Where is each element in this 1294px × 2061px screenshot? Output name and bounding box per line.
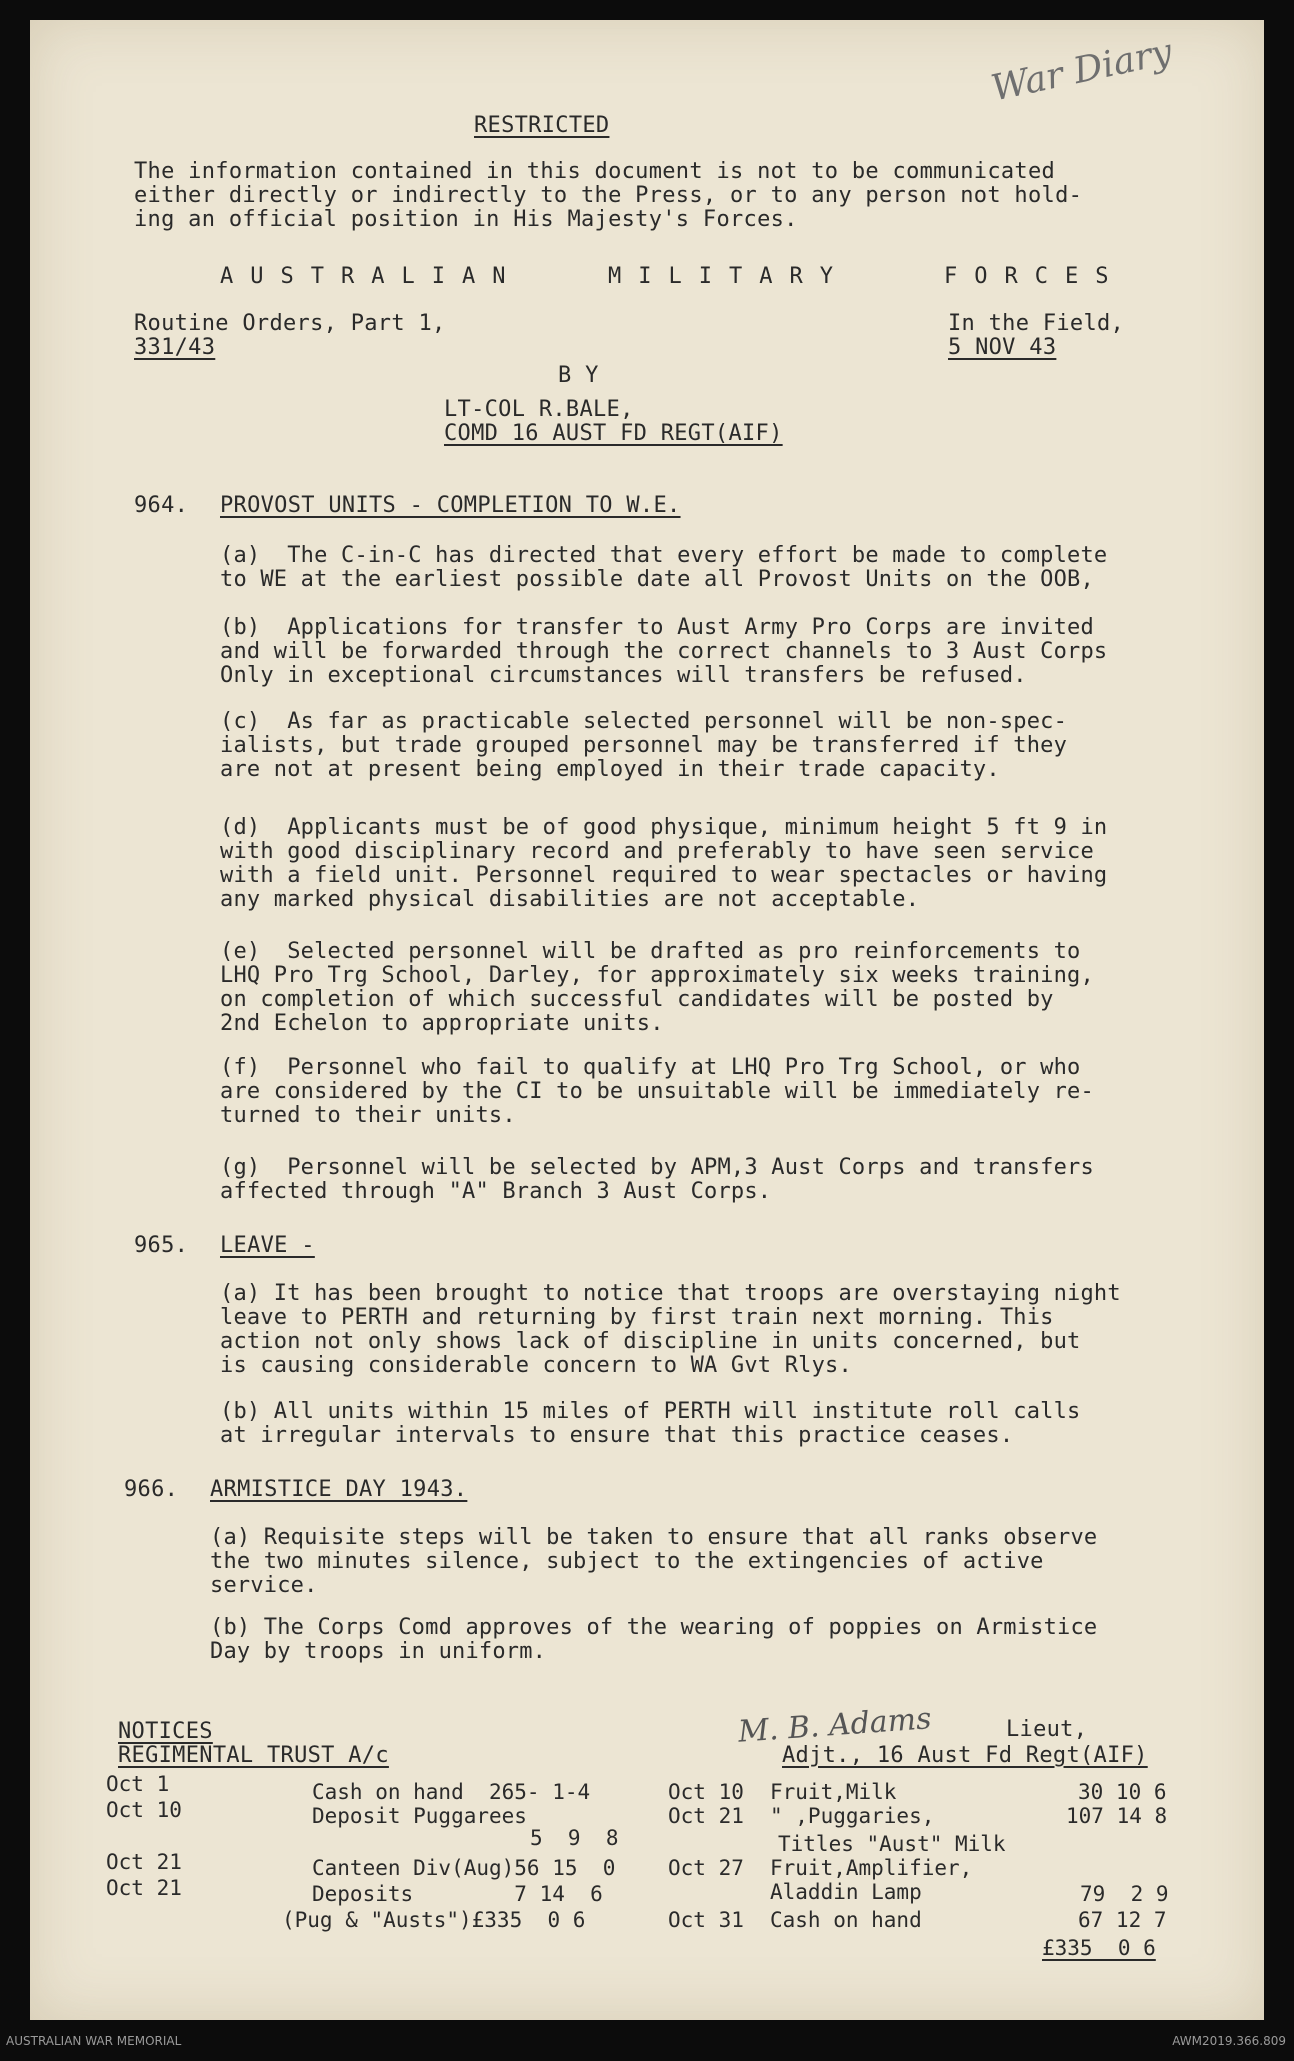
section-number: 964.	[134, 493, 189, 518]
signature-rank: Lieut,	[1006, 1717, 1088, 1742]
paragraph: (e) Selected personnel will be drafted as pro reinforcements to LHQ Pro Trg School, Darley, for approximately six weeks training, on completion of which successful candidates will be posted by 2nd Echelon to appropriate units.	[220, 939, 1094, 1036]
ledger-amount: 5 9 8	[530, 1826, 619, 1850]
notice-line: either directly or indirectly to the Press, or to any person not hold-	[134, 183, 1083, 208]
paragraph: (g) Personnel will be selected by APM,3 Aust Corps and transfers affected through "A" Branch 3 Aust Corps.	[220, 1155, 1094, 1204]
paragraph: (b) Applications for transfer to Aust Army Pro Corps are invited and will be forwarded through the correct channels to 3 Aust Corps Only in exceptional circumstances will transfers be refused.	[220, 615, 1108, 688]
by-label: B Y	[558, 363, 599, 388]
section-title: ARMISTICE DAY 1943.	[210, 1477, 468, 1502]
paragraph: (a) The C-in-C has directed that every effort be made to complete to WE at the earliest possible date all Provost Units on the OOB,	[220, 543, 1108, 592]
ledger-item: Fruit,Milk	[770, 1780, 897, 1804]
location: In the Field,	[948, 311, 1125, 336]
notices-heading: NOTICES	[118, 1719, 213, 1744]
ledger-item: Cash on hand 265- 1-4	[312, 1780, 591, 1804]
orders-number: 331/43	[134, 335, 216, 360]
paragraph: (a) Requisite steps will be taken to ensure that all ranks observe the two minutes silence, subject to the extingencies of active service.	[210, 1525, 1098, 1598]
order-date: 5 NOV 43	[948, 335, 1057, 360]
ledger-item: Aladdin Lamp	[770, 1880, 922, 1904]
signature-appointment: Adjt., 16 Aust Fd Regt(AIF)	[782, 1743, 1148, 1768]
ledger-date: Oct 27	[668, 1856, 744, 1880]
ledger-date: Oct 21	[106, 1876, 182, 1900]
notice-line: The information contained in this document is not to be communicated	[134, 159, 1056, 184]
orders-line: Routine Orders, Part 1,	[134, 311, 446, 336]
section-title: PROVOST UNITS - COMPLETION TO W.E.	[220, 493, 681, 518]
restricted-heading: RESTRICTED	[474, 113, 610, 138]
forces-word: MILITARY	[608, 264, 850, 289]
section-number: 965.	[134, 1233, 189, 1258]
ledger-date: Oct 10	[106, 1798, 182, 1822]
document-page	[30, 20, 1264, 2020]
paragraph: (b) All units within 15 miles of PERTH will institute roll calls at irregular intervals to ensure that this practice ceases.	[220, 1399, 1081, 1448]
forces-word: FORCES	[944, 264, 1126, 289]
ledger-item: Deposits 7 14 6	[312, 1882, 603, 1906]
handwritten-note: War Diary	[987, 31, 1176, 110]
ledger-amount: 79 2 9	[1080, 1882, 1169, 1906]
paragraph: (a) It has been brought to notice that troops are overstaying night leave to PERTH and returning by first train next morning. This action not only shows lack of discipline in units concerned, but is causing considerable concern to WA Gvt Rlys.	[220, 1281, 1121, 1378]
ledger-item: " ,Puggaries,	[770, 1804, 935, 1828]
ledger-amount: 67 12 7	[1078, 1908, 1167, 1932]
ledger-item: Cash on hand	[770, 1908, 922, 1932]
ledger-item: Fruit,Amplifier,	[770, 1856, 973, 1880]
ledger-date: Oct 21	[106, 1850, 182, 1874]
archive-credit: AUSTRALIAN WAR MEMORIAL	[6, 2034, 182, 2048]
archive-reference: AWM2019.366.809	[1172, 2034, 1286, 2048]
ledger-amount: 30 10 6	[1078, 1780, 1167, 1804]
ledger-date: Oct 10	[668, 1780, 744, 1804]
ledger-amount: 107 14 8	[1066, 1804, 1168, 1828]
ledger-total: (Pug & "Austs")£335 0 6	[282, 1908, 586, 1932]
forces-word: AUSTRALIAN	[220, 264, 523, 289]
ledger-total: £335 0 6	[1042, 1936, 1156, 1960]
ledger-item: Deposit Puggarees	[312, 1804, 527, 1828]
signature: M. B. Adams	[737, 1701, 933, 1750]
ledger-item: Canteen Div(Aug)56 15 0	[312, 1856, 616, 1880]
ledger-date: Oct 31	[668, 1908, 744, 1932]
notices-subheading: REGIMENTAL TRUST A/c	[118, 1743, 389, 1768]
ledger-date: Oct 1	[106, 1772, 170, 1796]
paragraph: (c) As far as practicable selected personnel will be non-spec- ialists, but trade grouped personnel may be transferred if they are not at present being employed in their trade capacity.	[220, 709, 1068, 782]
commander-unit: COMD 16 AUST FD REGT(AIF)	[444, 421, 783, 446]
paragraph: (b) The Corps Comd approves of the wearing of poppies on Armistice Day by troops in uniform.	[210, 1615, 1098, 1664]
ledger-item: Titles "Aust" Milk	[778, 1832, 1006, 1856]
notice-line: ing an official position in His Majesty's Forces.	[134, 207, 798, 232]
section-number: 966.	[124, 1477, 179, 1502]
section-title: LEAVE -	[220, 1233, 315, 1258]
paragraph: (d) Applicants must be of good physique, minimum height 5 ft 9 in with good disciplinary record and preferably to have seen service with a field unit. Personnel required to wear spectacles or having any marked physical disabilities are not acceptable.	[220, 815, 1108, 912]
paragraph: (f) Personnel who fail to qualify at LHQ Pro Trg School, or who are considered by the CI to be unsuitable will be immediately re- turned to their units.	[220, 1055, 1094, 1128]
commander-name: LT-COL R.BALE,	[444, 397, 634, 422]
archive-footer	[0, 2026, 1294, 2061]
ledger-date: Oct 21	[668, 1804, 744, 1828]
